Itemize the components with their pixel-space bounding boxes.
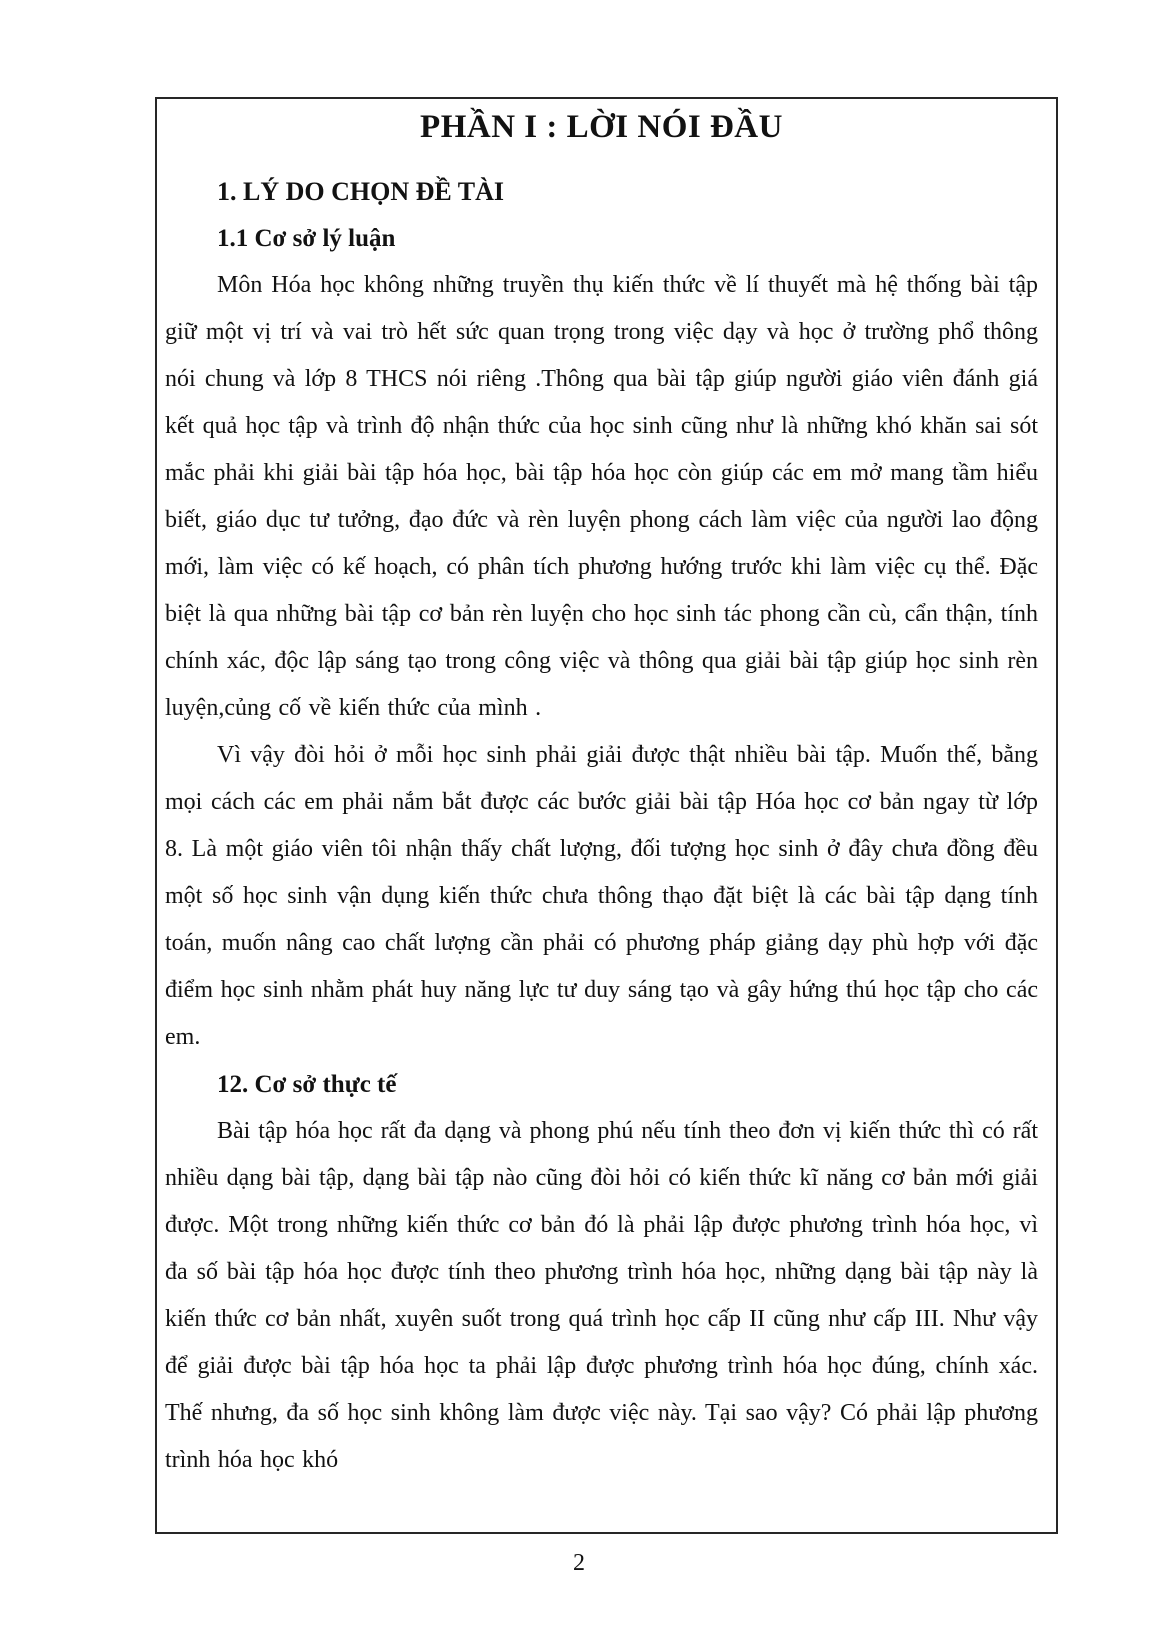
paragraph-theoretical-basis-2: Vì vậy đòi hỏi ở mỗi học sinh phải giải được thật nhiều bài tập. Muốn thế, bằng mọi cách các em phải nắm bắt được các bước giải bài tập Hóa học cơ bản ngay từ lớp 8. Là một giáo viên tôi nhận thấy chất lượng, đối tượng học sinh ở đây chưa đồng đều một số học sinh vận dụng kiến thức chưa thông thạo đặt biệt là các bài tập dạng tính toán, muốn nâng cao chất lượng cần phải có phương pháp giảng dạy phù hợp với đặc điểm học sinh nhằm phát huy năng lực tư duy sáng tạo và gây hứng thú học tập cho các em.	[165, 742, 1038, 1050]
subsection-heading-practical-basis: 12. Cơ sở thực tế	[217, 1071, 397, 1098]
page-number: 2	[573, 1550, 585, 1576]
document-title: PHẦN I : LỜI NÓI ĐẦU	[420, 109, 783, 145]
paragraph-practical-basis-1: Bài tập hóa học rất đa dạng và phong phú nếu tính theo đơn vị kiến thức thì có rất nhiều dạng bài tập, dạng bài tập nào cũng đòi hỏi có kiến thức kĩ năng cơ bản mới giải được. Một trong những kiến thức cơ bản đó là phải lập được phương trình hóa học, vì đa số bài tập hóa học được tính theo phương trình hóa học, những dạng bài tập này là kiến thức cơ bản nhất, xuyên suốt trong quá trình học cấp II cũng như cấp III. Như vậy để giải được bài tập hóa học ta phải lập được phương trình hóa học đúng, chính xác. Thế nhưng, đa số học sinh không làm được việc này. Tại sao vậy? Có phải lập phương trình hóa học khó	[165, 1118, 1038, 1473]
subsection-heading-theoretical-basis: 1.1 Cơ sở lý luận	[217, 225, 396, 252]
page-border-frame	[155, 97, 1058, 1534]
section-heading-reason-for-topic: 1. LÝ DO CHỌN ĐỀ TÀI	[217, 177, 505, 206]
paragraph-theoretical-basis-1: Môn Hóa học không những truyền thụ kiến thức về lí thuyết mà hệ thống bài tập giữ một vị trí và vai trò hết sức quan trọng trong việc dạy và học ở trường phổ thông nói chung và lớp 8 THCS nói riêng .Thông qua bài tập giúp người giáo viên đánh giá kết quả học tập và trình độ nhận thức của học sinh cũng như là những khó khăn sai sót mắc phải khi giải bài tập hóa học, bài tập hóa học còn giúp các em mở mang tầm hiểu biết, giáo dục tư tưởng, đạo đức và rèn luyện phong cách làm việc của người lao động mới, làm việc có kế hoạch, có phân tích phương hướng trước khi làm việc cụ thể. Đặc biệt là qua những bài tập cơ bản rèn luyện cho học sinh tác phong cần cù, cẩn thận, tính chính xác, độc lập sáng tạo trong công việc và thông qua giải bài tập giúp học sinh rèn luyện,củng cố về kiến thức của mình .	[165, 272, 1038, 721]
